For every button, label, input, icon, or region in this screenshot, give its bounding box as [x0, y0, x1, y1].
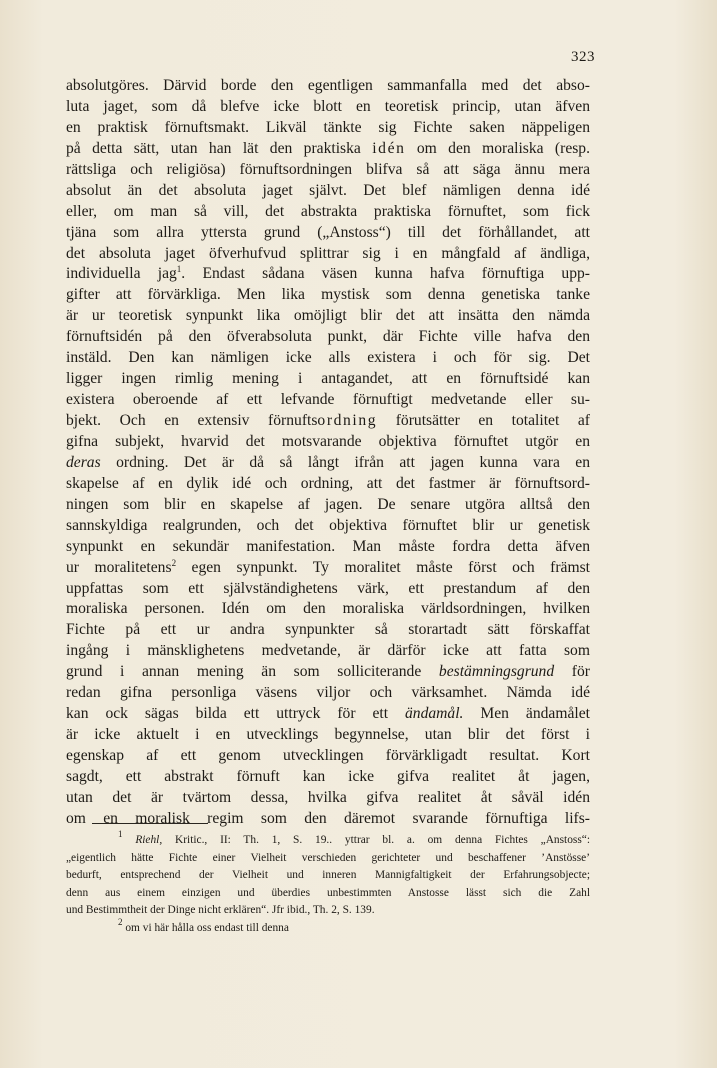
text-fragment: ur moralitetens — [66, 558, 172, 576]
text-line: instäld. Den kan nämligen icke alls existera i och för sig. Det — [66, 349, 590, 367]
footnote-line: denn aus einem einzigen und überdies unbestimmten Anstosse lässt sich die Zahl — [66, 886, 590, 899]
text-fragment: bjekt. Och en extensiv förnufts — [66, 412, 318, 429]
text-line: en praktisk förnuftsmakt. Likväl tänkte sig Fichte saken näppeligen — [66, 118, 590, 136]
text-line — [66, 139, 590, 160]
text-fragment: . Endast sådana väsen kunna hafva förnuftiga upp- — [181, 265, 590, 283]
text-line: rättsliga och religiösa) förnuftsordningen blifva så att säga ännu mera — [66, 160, 590, 178]
footnote-line — [66, 829, 590, 850]
text-line: Fichte på ett ur andra synpunkter så storartadt sätt förskaffat — [66, 621, 590, 639]
text-line — [66, 264, 590, 285]
text-line: ingång i mänsklighetens medvetande, är därför icke att fatta som — [66, 642, 590, 660]
italic-word: ändamål. — [404, 705, 464, 723]
text-line — [66, 411, 590, 432]
text-line: eller, om man så vill, det abstrakta praktiska förnuftet, som fick — [66, 202, 590, 220]
footnote-ref: 2 — [171, 557, 177, 568]
text-fragment: för — [571, 663, 590, 681]
footnote-line — [66, 916, 590, 938]
text-line: existera oberoende af ett lefvande förnuftigt medvetande eller su- — [66, 391, 590, 409]
text-line: uppfattas som ett självständighetens värk, ett prestandum af den — [66, 579, 590, 597]
text-line: luta jaget, som då blefve icke blott en teoretisk princip, utan äfven — [66, 97, 590, 115]
text-line: moraliska personen. Idén om den moraliska världsordningen, hvilken — [66, 600, 590, 618]
footnote-author: Riehl, — [135, 834, 163, 846]
text-line: gifna subjekt, hvarvid det motsvarande objektiva förnuftet utgör en — [66, 432, 590, 450]
text-line: tjäna som allra yttersta grund („Anstoss“) till det förhållandet, att — [66, 223, 590, 241]
text-line: om en moralisk regim som den däremot svarande förnuftiga lifs- — [66, 809, 590, 827]
footnote-number: 1 — [118, 829, 123, 839]
footnotes — [66, 829, 590, 938]
text-line: det absoluta jaget öfverhufvud splittrar sig i en mångfald af ändliga, — [66, 244, 590, 262]
body-text — [66, 76, 590, 830]
text-fragment: kan ock sägas bilda ett uttryck för ett — [66, 705, 389, 723]
page-number: 323 — [571, 49, 595, 65]
text-line: absolutgöres. Därvid borde den egentligen sammanfalla med det abso- — [66, 77, 590, 94]
footnote-text: Kritic., II: Th. 1, S. 19.. yttrar bl. a. om denna Fichtes „Anstoss“: — [175, 834, 590, 846]
emphasized-word: ordning — [317, 412, 378, 429]
text-line: redan gifna personliga väsens viljor och värksamhet. Nämda idé — [66, 684, 590, 702]
text-fragment: grund i annan mening än som solliciterande — [66, 663, 422, 681]
text-line: ningen som blir en skapelse af jagen. De senare utgöra alltså den — [66, 495, 590, 513]
text-fragment: på detta sätt, utan han lät den praktiska — [66, 139, 361, 157]
text-line — [66, 558, 590, 579]
text-fragment: ordning. Det är då så långt ifrån att jagen kunna vara en — [116, 453, 590, 471]
emphasized-word: idén — [372, 139, 406, 157]
footnote-line: „eigentlich hätte Fichte einer Vielheit verschieden gerichteter und beschaffener ’Anstösse’ — [66, 851, 590, 864]
text-line: utan det är tvärtom dessa, hvilka gifva realitet åt såväl idén — [66, 788, 590, 806]
text-line: gifter att förvärkliga. Men lika mystisk som denna genetiska tanke — [66, 286, 590, 304]
footnote-divider — [92, 823, 208, 824]
italic-word: bestämningsgrund — [438, 663, 555, 681]
text-fragment: om den moraliska (resp. — [416, 139, 591, 157]
text-fragment: egen synpunkt. Ty moralitet måste först och främst — [191, 558, 590, 576]
text-line: absolut än det absoluta jaget självt. Det blef nämligen denna idé — [66, 181, 590, 199]
italic-word: deras — [66, 453, 101, 471]
text-line: förnuftsidén på den öfverabsoluta punkt, där Fichte ville hafva den — [66, 328, 590, 346]
footnote-line: bedurft, entsprechend der Vielheit und inneren Mannigfaltigkeit der Erfahrungsobjecte; — [66, 869, 590, 882]
text-line: är ur teoretisk synpunkt lika omöjligt blir det att insätta den nämda — [66, 307, 590, 325]
footnote-number: 2 — [118, 916, 123, 927]
text-fragment: Men ändamålet — [480, 705, 590, 723]
text-line: är icke aktuelt i en utvecklings begynnelse, utan blir det först i — [66, 726, 590, 744]
text-line: sannskyldiga realgrunden, och det objektiva förnuftet blir ur genetisk — [66, 516, 590, 534]
footnote-text: om vi här hålla oss endast till denna — [125, 921, 289, 934]
footnote-ref: 1 — [176, 264, 182, 275]
text-line: skapelse af en dylik idé och ordning, att det fastmer är förnuftsord- — [66, 474, 590, 492]
footnote-line: und Bestimmtheit der Dinge nicht erklären“. Jfr ibid., Th. 2, S. 139. — [66, 904, 375, 917]
text-line: synpunkt en sekundär manifestation. Man måste fordra detta äfven — [66, 537, 590, 555]
text-line — [66, 704, 590, 725]
text-fragment: förutsätter en totalitet af — [395, 412, 590, 429]
text-line — [66, 453, 590, 474]
text-line: ligger ingen rimlig mening i antagandet, att en förnuftsidé kan — [66, 370, 590, 388]
text-line: sagdt, ett abstrakt förnuft kan icke gifva realitet åt jagen, — [66, 767, 590, 785]
text-line — [66, 662, 590, 683]
text-line: egenskap af ett genom utvecklingen förvärkligadt resultat. Kort — [66, 747, 590, 764]
text-fragment: individuella jag — [66, 265, 177, 283]
